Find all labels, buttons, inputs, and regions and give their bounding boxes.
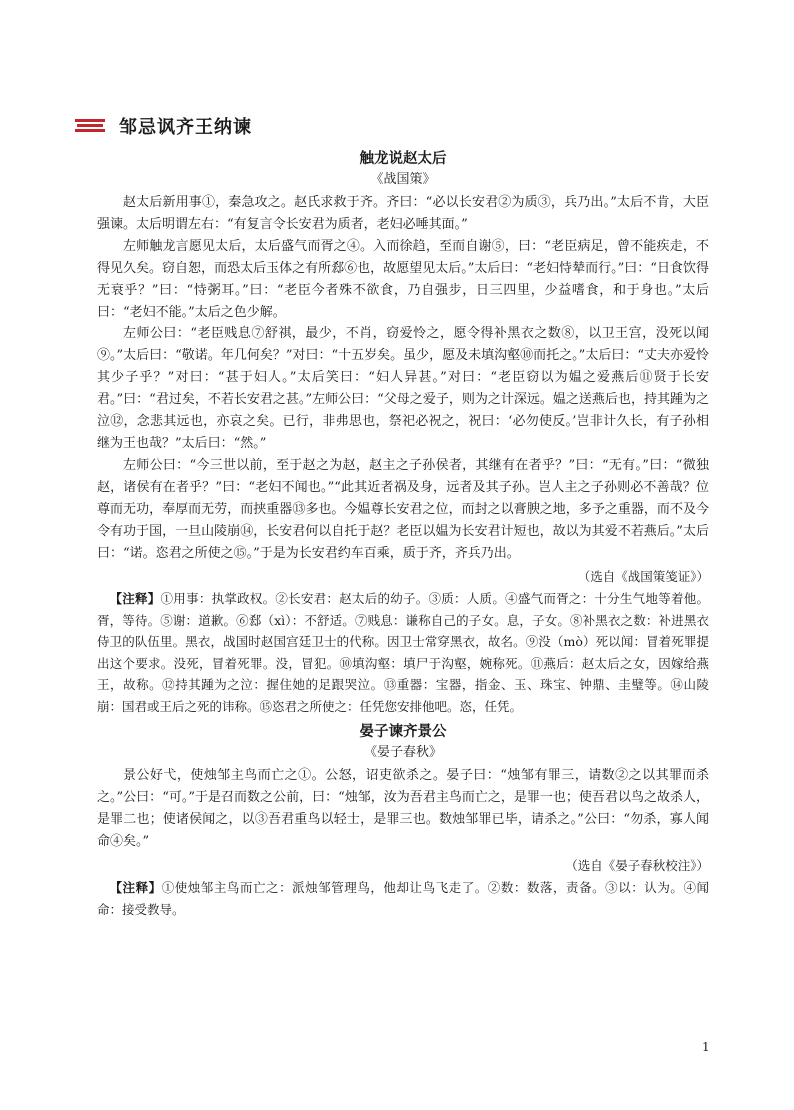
article-notes: [97, 877, 709, 920]
article-paragraph: 左师公曰：“今三世以前，至于赵之为赵，赵主之子孙侯者，其继有在者乎？”曰：“无有。”曰：“微独赵，诸侯有在者乎？”曰：“老妇不闻也。”“此其近者祸及身，远者及其子孙。岂人主之子孙则必不善哉？位尊而无功，奉厚而无劳，而挟重器⑬多也。今媪尊长安君之位，而封之以膏腴之地，多予之重器，而不及今令有功于国，一旦山陵崩⑭，长安君何以自托于赵？老臣以媪为长安君计短也，故以为其爱不若燕后。”太后曰：“诺。恣君之所使之⑮。”于是为长安君约车百乘，质于齐，齐兵乃出。: [97, 457, 709, 561]
article-paragraph: 赵太后新用事①，秦急攻之。赵氏求救于齐。齐曰：“必以长安君②为质③，兵乃出。”太后不肯，大臣强谏。太后明谓左右：“有复言令长安君为质者，老妇必唾其面。”: [97, 195, 709, 232]
article-source: 《晏子春秋》: [363, 745, 442, 761]
article-paragraph: 左师触龙言愿见太后，太后盛气而胥之④。入而徐趋，至而自谢⑤，曰：“老臣病足，曾不能疾走，不得见久矣。窃自恕，而恐太后玉体之有所郄⑥也，故愿望见太后。”太后曰：“老妇恃辇而行。”曰：“日食饮得无衰乎？”曰：“恃粥耳。”曰：“老臣今者殊不欲食，乃自强步，日三四里，少益嗜食，和于身也。”太后曰：“老妇不能。”太后之色少解。: [97, 238, 709, 320]
article-citation: （选自《战国策笺证》）: [577, 569, 709, 585]
notes-text: ①使烛邹主鸟而亡之：派烛邹管理鸟，他却让鸟飞走了。②数：数落，责备。③以：认为。④闻命：接受教导。: [97, 880, 709, 917]
article-paragraph: 景公好弋，使烛邹主鸟而亡之①。公怒，诏吏欲杀之。晏子曰：“烛邹有罪三，请数②之以其罪而杀之。”公曰：“可。”于是召而数之公前，曰：“烛邹，汝为吾君主鸟而亡之，是罪一也；使吾君以鸟之故杀人，是罪二也；使诸侯闻之，以③吾君重鸟以轻士，是罪三也。数烛邹罪已毕，请杀之。”公曰：“勿杀，寡人闻命④矣。”: [97, 768, 709, 850]
article-notes: [97, 588, 709, 717]
notes-label: 【注释】: [109, 880, 162, 896]
notes-label: 【注释】: [109, 591, 161, 607]
article-title: 触龙说赵太后: [359, 150, 447, 167]
page-content: [97, 148, 709, 920]
article-paragraph: 左师公曰：“老臣贱息⑦舒祺，最少，不肖，窃爱怜之，愿令得补黑衣之数⑧，以卫王宫，没死以闻⑨。”太后曰：“敬诺。年几何矣？”对曰：“十五岁矣。虽少，愿及未填沟壑⑩而托之。”太后曰：“丈夫亦爱怜其少子乎？”对曰：“甚于妇人。”太后笑曰：“妇人异甚。”对曰：“老臣窃以为媪之爱燕后⑪贤于长安君。”曰：“君过矣，不若长安君之甚。”左师公曰：“父母之爱子，则为之计深远。媪之送燕后也，持其踵为之泣⑫，念悲其远也，亦哀之矣。已行，非弗思也，祭祀必祝之，祝曰：‘必勿使反。’岂非计久长，有子孙相继为王也哉？”太后曰：“然。”: [97, 326, 709, 451]
article-citation: （选自《晏子春秋校注》）: [565, 858, 709, 874]
chapter-title: 邹忌讽齐王纳谏: [119, 117, 252, 138]
notes-text: ①用事：执掌政权。②长安君：赵太后的幼子。③质：人质。④盛气而胥之：十分生气地等着他。胥，等待。⑤谢：道歉。⑥郄（xì）：不舒适。⑦贱息：谦称自己的子女。息，子女。⑧补黑衣之数：补进黑衣侍卫的队伍里。黑衣，战国时赵国宫廷卫士的代称。因卫士常穿黑衣，故名。⑨没（mò）死以闻：冒着死罪提出这个要求。没死，冒着死罪。没，冒犯。⑩填沟壑：填尸于沟壑，婉称死。⑪燕后：赵太后之女，因嫁给燕王，故称。⑫持其踵为之泣：握住她的足跟哭泣。⑬重器：宝器，指金、玉、珠宝、钟鼎、圭璧等。⑭山陵崩：国君或王后之死的讳称。⑮恣君之所使之：任凭您安排他吧。恣，任凭。: [97, 591, 709, 714]
chapter-header: [75, 106, 252, 146]
chapter-logo-icon: [75, 119, 105, 133]
article-source: 《战国策》: [370, 172, 436, 187]
page-number: 1: [702, 1040, 710, 1054]
article-title: 晏子谏齐景公: [359, 723, 447, 741]
